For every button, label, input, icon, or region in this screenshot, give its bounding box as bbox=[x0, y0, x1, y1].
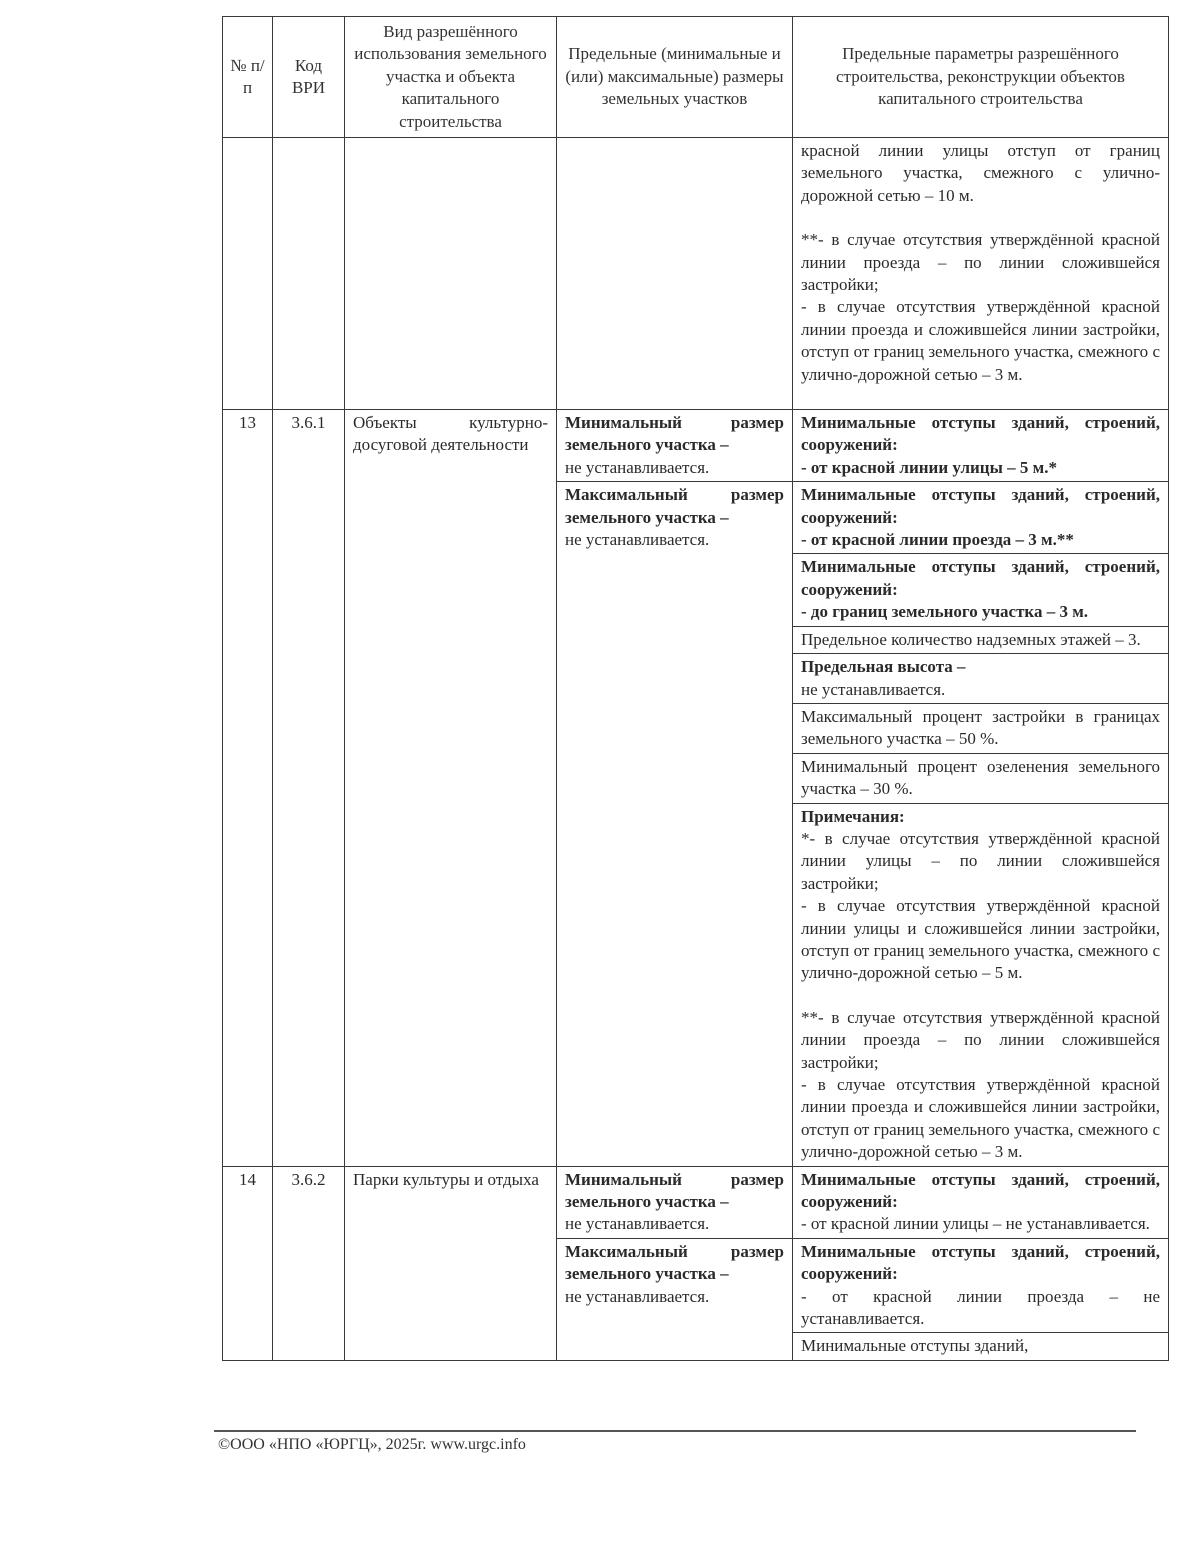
header-building-params: Предельные параметры разрешённого строительства, реконструкции объектов капитального строительства bbox=[793, 17, 1169, 138]
row-number: 14 bbox=[223, 1166, 273, 1360]
param-floors: Предельное количество надземных этажей – 3. bbox=[793, 626, 1169, 653]
param-value: не устанавливается. bbox=[565, 457, 710, 477]
param-min-greenery: Минимальный процент озеленения земельного участка – 30 %. bbox=[793, 753, 1169, 803]
header-plot-sizes: Предельные (минимальные и (или) максимальные) размеры земельных участков bbox=[557, 17, 793, 138]
param-label: Минимальные отступы зданий, строений, сооружений: bbox=[801, 1169, 1160, 1212]
table-row bbox=[223, 138, 1169, 410]
param-setback-boundary: Минимальные отступы зданий, bbox=[793, 1333, 1169, 1360]
note-text: *- в случае отсутствия утверждённой красной линии улицы – по линии сложившейся застройки; bbox=[801, 828, 1160, 893]
note-text: - в случае отсутствия утверждённой красной линии улицы и сложившейся линии застройки, отступ от границ земельного участка, смежного с улично-дорожной сетью – 5 м. bbox=[801, 896, 1160, 983]
param-label: Минимальные отступы зданий, строений, сооружений: bbox=[801, 485, 1160, 527]
row-code: 3.6.1 bbox=[273, 410, 345, 1167]
note-text: **- в случае отсутствия утверждённой красной линии проезда – по линии сложившейся застройки; bbox=[801, 230, 1160, 295]
row-use-name: Объекты культурно-досуговой деятельности bbox=[345, 410, 557, 1167]
header-number: № п/п bbox=[223, 17, 273, 138]
notes-title: Примечания: bbox=[801, 806, 905, 826]
param-setback-street bbox=[793, 410, 1169, 482]
param-value: - до границ земельного участка – 3 м. bbox=[801, 602, 1089, 622]
param-value: не устанавливается. bbox=[565, 530, 710, 550]
param-label: Предельная высота – bbox=[801, 657, 966, 677]
param-setback-driveway bbox=[793, 1238, 1169, 1333]
param-setback-street bbox=[793, 1166, 1169, 1238]
table-header-row bbox=[223, 17, 1169, 138]
param-label: Минимальные отступы зданий, строений, сооружений: bbox=[801, 1241, 1160, 1284]
param-value: не устанавливается. bbox=[801, 679, 946, 699]
note-text: - в случае отсутствия утверждённой красной линии проезда и сложившейся линии застройки, отступ от границ земельного участка, смежного с улично-дорожной сетью – 3 м. bbox=[801, 297, 1160, 384]
table-row bbox=[223, 1166, 1169, 1238]
regulations-table bbox=[222, 16, 1169, 1361]
param-label: Минимальный размер земельного участка – bbox=[565, 1169, 784, 1212]
param-value: - от красной линии улицы – 5 м.* bbox=[801, 457, 1057, 477]
max-plot-size bbox=[557, 482, 793, 1166]
param-setback-driveway bbox=[793, 482, 1169, 554]
continued-notes bbox=[793, 138, 1169, 410]
footer-divider bbox=[214, 1430, 1136, 1432]
notes bbox=[793, 803, 1169, 1166]
param-label: Максимальный размер земельного участка – bbox=[565, 1241, 784, 1284]
header-use-type: Вид разрешённого использования земельного участка и объекта капитального строительства bbox=[345, 17, 557, 138]
param-label: Минимальные отступы зданий, строений, сооружений: bbox=[801, 557, 1160, 599]
param-value: не устанавливается. bbox=[565, 1214, 710, 1234]
param-value: не устанавливается. bbox=[565, 1286, 710, 1306]
note-text: - в случае отсутствия утверждённой красной линии проезда и сложившейся линии застройки, отступ от границ земельного участка, смежного с улично-дорожной сетью – 3 м. bbox=[801, 1075, 1160, 1162]
min-plot-size bbox=[557, 1166, 793, 1238]
param-value: - от красной линии проезда – не устанавливается. bbox=[801, 1286, 1160, 1329]
param-label: Минимальные отступы зданий, строений, сооружений: bbox=[801, 413, 1160, 455]
header-code: Код ВРИ bbox=[273, 17, 345, 138]
max-plot-size bbox=[557, 1238, 793, 1360]
param-value: - от красной линии проезда – 3 м.** bbox=[801, 530, 1074, 550]
row-code: 3.6.2 bbox=[273, 1166, 345, 1360]
table-row bbox=[223, 410, 1169, 482]
param-value: - от красной линии улицы – не устанавливается. bbox=[801, 1214, 1150, 1234]
note-text: красной линии улицы отступ от границ земельного участка, смежного с улично-дорожной сетью – 10 м. bbox=[801, 141, 1160, 205]
param-label: Минимальный размер земельного участка – bbox=[565, 413, 784, 455]
param-setback-boundary bbox=[793, 554, 1169, 626]
footer-copyright: ©ООО «НПО «ЮРГЦ», 2025г. www.urgc.info bbox=[218, 1436, 526, 1453]
row-number: 13 bbox=[223, 410, 273, 1167]
min-plot-size bbox=[557, 410, 793, 482]
param-height bbox=[793, 654, 1169, 704]
param-max-coverage: Максимальный процент застройки в границах земельного участка – 50 %. bbox=[793, 703, 1169, 753]
note-text: **- в случае отсутствия утверждённой красной линии проезда – по линии сложившейся застройки; bbox=[801, 1007, 1160, 1072]
row-use-name: Парки культуры и отдыха bbox=[345, 1166, 557, 1360]
param-label: Максимальный размер земельного участка – bbox=[565, 485, 784, 527]
